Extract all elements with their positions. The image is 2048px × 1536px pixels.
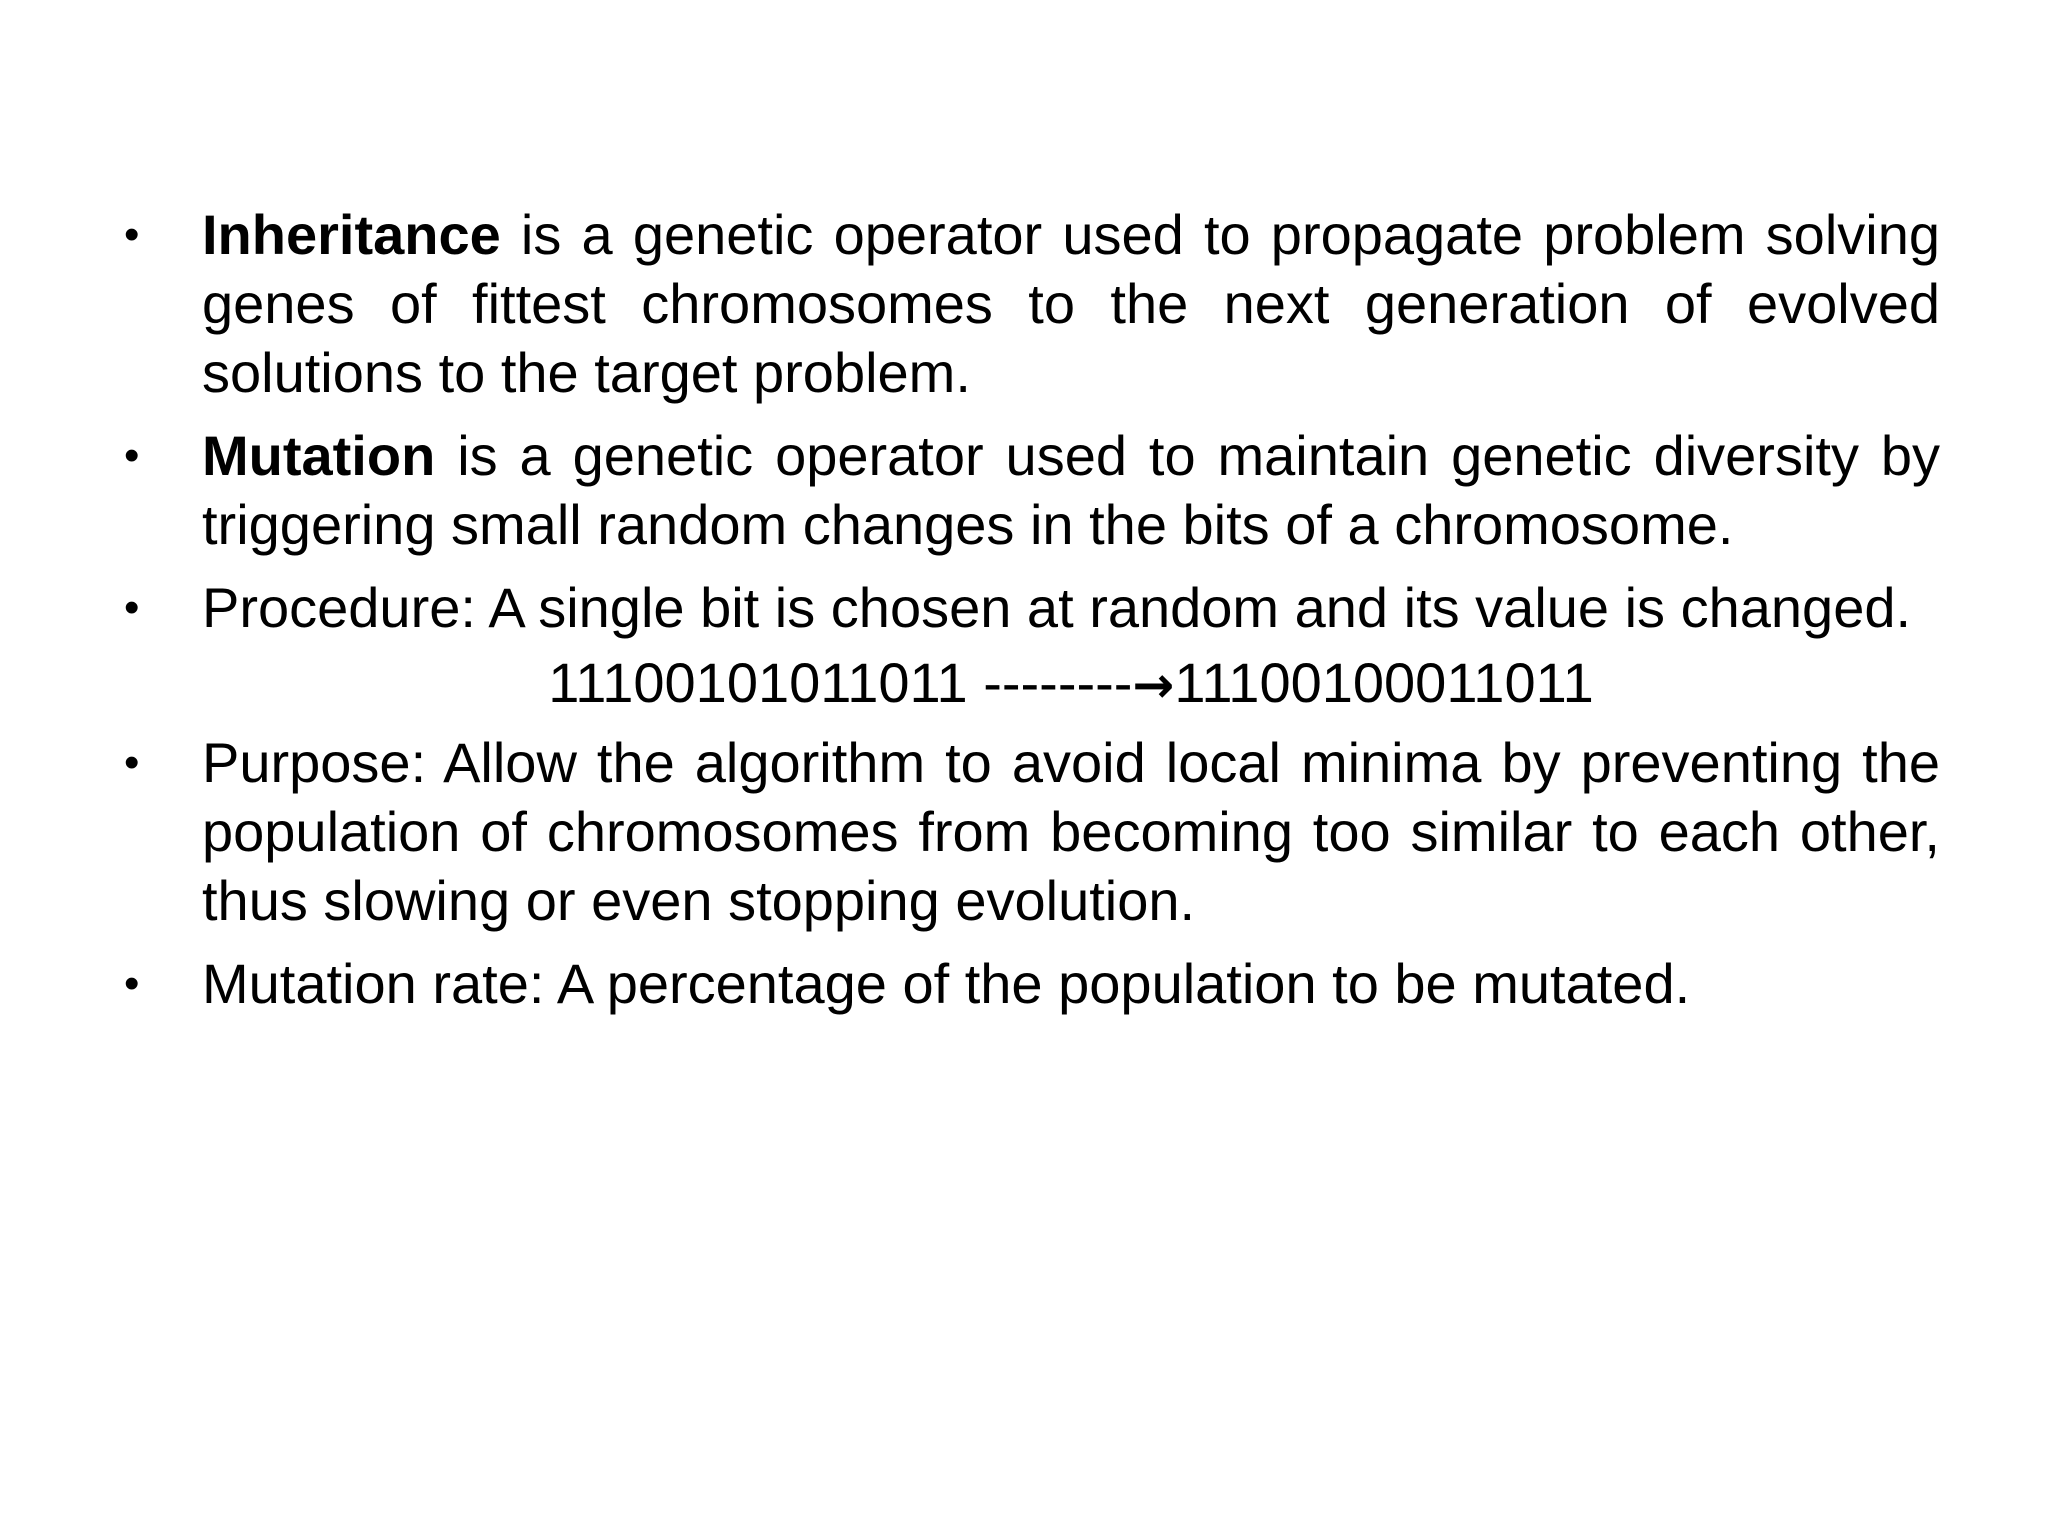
bullet-inheritance — [120, 200, 1940, 407]
right-arrow-icon: → — [1132, 656, 1175, 714]
example-dashes: -------- — [967, 651, 1133, 714]
bullet-mutation-rate — [120, 949, 1940, 1018]
mutation-example — [120, 648, 1940, 720]
bullet-dot-icon: • — [124, 738, 140, 787]
bullet-purpose — [120, 728, 1940, 935]
procedure-text: Procedure: A single bit is chosen at random and its value is changed. — [202, 576, 1912, 639]
bullet-procedure — [120, 573, 1940, 642]
bullet-list — [120, 200, 1940, 1032]
bullet-dot-icon: • — [124, 210, 140, 259]
bullet-mutation — [120, 421, 1940, 559]
purpose-text: Purpose: Allow the algorithm to avoid local minima by preventing the population of chromosomes from becoming too similar to each other, thus slowing or even stopping evolution. — [202, 731, 1940, 932]
mutation-definition: is a genetic operator used to maintain genetic diversity by triggering small random changes in the bits of a chromosome. — [202, 424, 1940, 556]
bullet-dot-icon: • — [124, 583, 140, 632]
term-inheritance: Inheritance — [202, 203, 501, 266]
bullet-dot-icon: • — [124, 431, 140, 480]
mutation-rate-text: Mutation rate: A percentage of the population to be mutated. — [202, 952, 1691, 1015]
bullet-dot-icon: • — [124, 959, 140, 1008]
chromosome-after: 11100100011011 — [1174, 651, 1594, 714]
chromosome-before: 11100101011011 — [548, 651, 968, 714]
inheritance-definition: is a genetic operator used to propagate problem solving genes of fittest chromosomes to the next generation of evolved solutions to the target problem. — [202, 203, 1940, 404]
term-mutation: Mutation — [202, 424, 436, 487]
